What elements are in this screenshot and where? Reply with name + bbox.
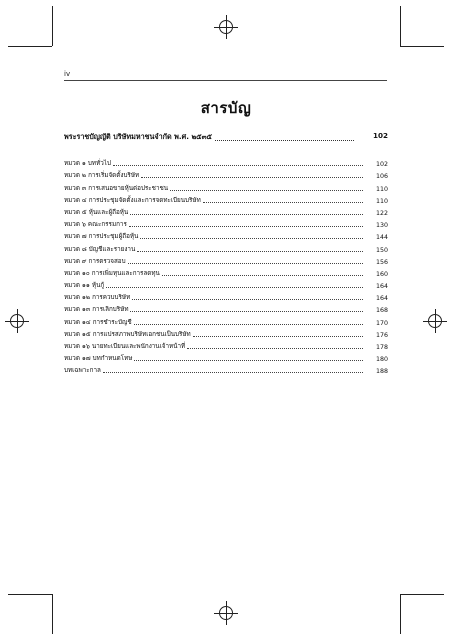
dot-leader <box>130 311 363 312</box>
toc-entry-label: หมวด ๑๕ การแปรสภาพบริษัทเอกชนเป็นบริษัท <box>64 330 191 338</box>
dot-leader <box>113 165 363 166</box>
dot-leader <box>187 348 363 349</box>
dot-leader <box>134 360 363 361</box>
toc-entry[interactable] <box>64 363 388 375</box>
toc-entry[interactable] <box>64 327 388 339</box>
act-heading[interactable] <box>64 131 356 143</box>
registration-mark-right <box>428 314 442 328</box>
dot-leader <box>129 226 363 227</box>
toc-entry-page: 170 <box>375 319 388 327</box>
toc-entry-label: บทเฉพาะกาล <box>64 367 101 375</box>
toc-entry[interactable] <box>64 290 388 302</box>
act-label: พระราชบัญญัติ บริษัทมหาชนจำกัด พ.ศ. ๒๕๓๕ <box>64 132 212 141</box>
toc-entry-page: 106 <box>375 173 388 181</box>
dot-leader <box>130 214 363 215</box>
registration-mark-left <box>10 314 24 328</box>
page-number: iv <box>64 70 71 78</box>
toc-entry-page: 180 <box>375 356 388 364</box>
toc-entry-page: 156 <box>375 258 388 266</box>
dot-leader <box>170 190 363 191</box>
toc-entry[interactable] <box>64 180 388 192</box>
toc-entry-label: หมวด ๗ การประชุมผู้ถือหุ้น <box>64 233 139 241</box>
toc-entry-label: หมวด ๓ การเสนอขายหุ้นต่อประชาชน <box>64 184 169 192</box>
toc-entry[interactable] <box>64 278 388 290</box>
dot-leader <box>132 299 363 300</box>
toc-entry-page: 110 <box>375 185 388 193</box>
toc-entry-label: หมวด ๙ การตรวจสอบ <box>64 257 126 265</box>
toc-entry-label: หมวด ๖ คณะกรรมการ <box>64 221 127 229</box>
dot-leader <box>128 263 363 264</box>
act-page-number: 102 <box>372 131 388 140</box>
toc-entry[interactable] <box>64 314 388 326</box>
toc-entry-page: 160 <box>375 270 388 278</box>
toc-entry-label: หมวด ๔ การประชุมจัดตั้งและการจดทะเบียนบริษัท <box>64 196 201 204</box>
toc-list <box>64 156 388 375</box>
header-rule <box>64 80 387 81</box>
toc-entry[interactable] <box>64 217 388 229</box>
toc-entry-page: 176 <box>375 331 388 339</box>
dot-leader <box>203 202 363 203</box>
toc-entry-page: 122 <box>375 209 388 217</box>
toc-entry[interactable] <box>64 254 388 266</box>
toc-entry-label: หมวด ๑๗ บทกำหนดโทษ <box>64 355 133 363</box>
dot-leader <box>141 177 363 178</box>
dot-leader <box>193 336 363 337</box>
dot-leader <box>140 238 363 239</box>
toc-entry-page: 102 <box>375 161 388 169</box>
toc-entry[interactable] <box>64 193 388 205</box>
dot-leader <box>134 324 363 325</box>
toc-entry-label: หมวด ๑๐ การเพิ่มทุนและการลดทุน <box>64 269 160 277</box>
dot-leader <box>162 275 363 276</box>
toc-entry-label: หมวด ๑๓ การเลิกบริษัท <box>64 306 129 314</box>
toc-entry-label: หมวด ๑๖ นายทะเบียนและพนักงานเจ้าหน้าที่ <box>64 343 186 350</box>
registration-mark-top <box>219 20 233 34</box>
toc-entry[interactable] <box>64 351 388 363</box>
dot-leader <box>137 251 363 252</box>
toc-entry-page: 130 <box>375 222 388 230</box>
toc-entry-label: หมวด ๘ บัญชีและรายงาน <box>64 245 136 253</box>
toc-entry-page: 110 <box>375 197 388 205</box>
dot-leader <box>215 140 354 141</box>
toc-entry-page: 178 <box>375 344 388 351</box>
toc-entry[interactable] <box>64 302 388 314</box>
toc-entry-page: 164 <box>375 295 388 303</box>
toc-entry[interactable] <box>64 241 388 253</box>
toc-entry-page: 168 <box>375 307 388 315</box>
toc-entry[interactable] <box>64 205 388 217</box>
toc-entry[interactable] <box>64 339 388 351</box>
toc-entry-label: หมวด ๒ การเริ่มจัดตั้งบริษัท <box>64 172 140 180</box>
toc-entry-page: 144 <box>375 234 388 242</box>
toc-entry-label: หมวด ๑๒ การควบบริษัท <box>64 294 131 302</box>
toc-entry-page: 188 <box>375 368 388 376</box>
toc-entry-label: หมวด ๕ หุ้นและผู้ถือหุ้น <box>64 208 129 216</box>
toc-entry[interactable] <box>64 168 388 180</box>
dot-leader <box>106 287 363 288</box>
registration-mark-bottom <box>219 606 233 620</box>
toc-entry-page: 164 <box>375 283 388 291</box>
toc-entry-page: 150 <box>375 246 388 254</box>
toc-entry-label: หมวด ๑ บททั่วไป <box>64 160 111 168</box>
dot-leader <box>103 372 363 373</box>
toc-entry[interactable] <box>64 229 388 241</box>
toc-entry[interactable] <box>64 266 388 278</box>
page-title: สารบัญ <box>200 99 252 117</box>
toc-entry-label: หมวด ๑๔ การชำระบัญชี <box>64 318 132 326</box>
toc-entry-label: หมวด ๑๑ หุ้นกู้ <box>64 282 105 290</box>
toc-entry[interactable] <box>64 156 388 168</box>
